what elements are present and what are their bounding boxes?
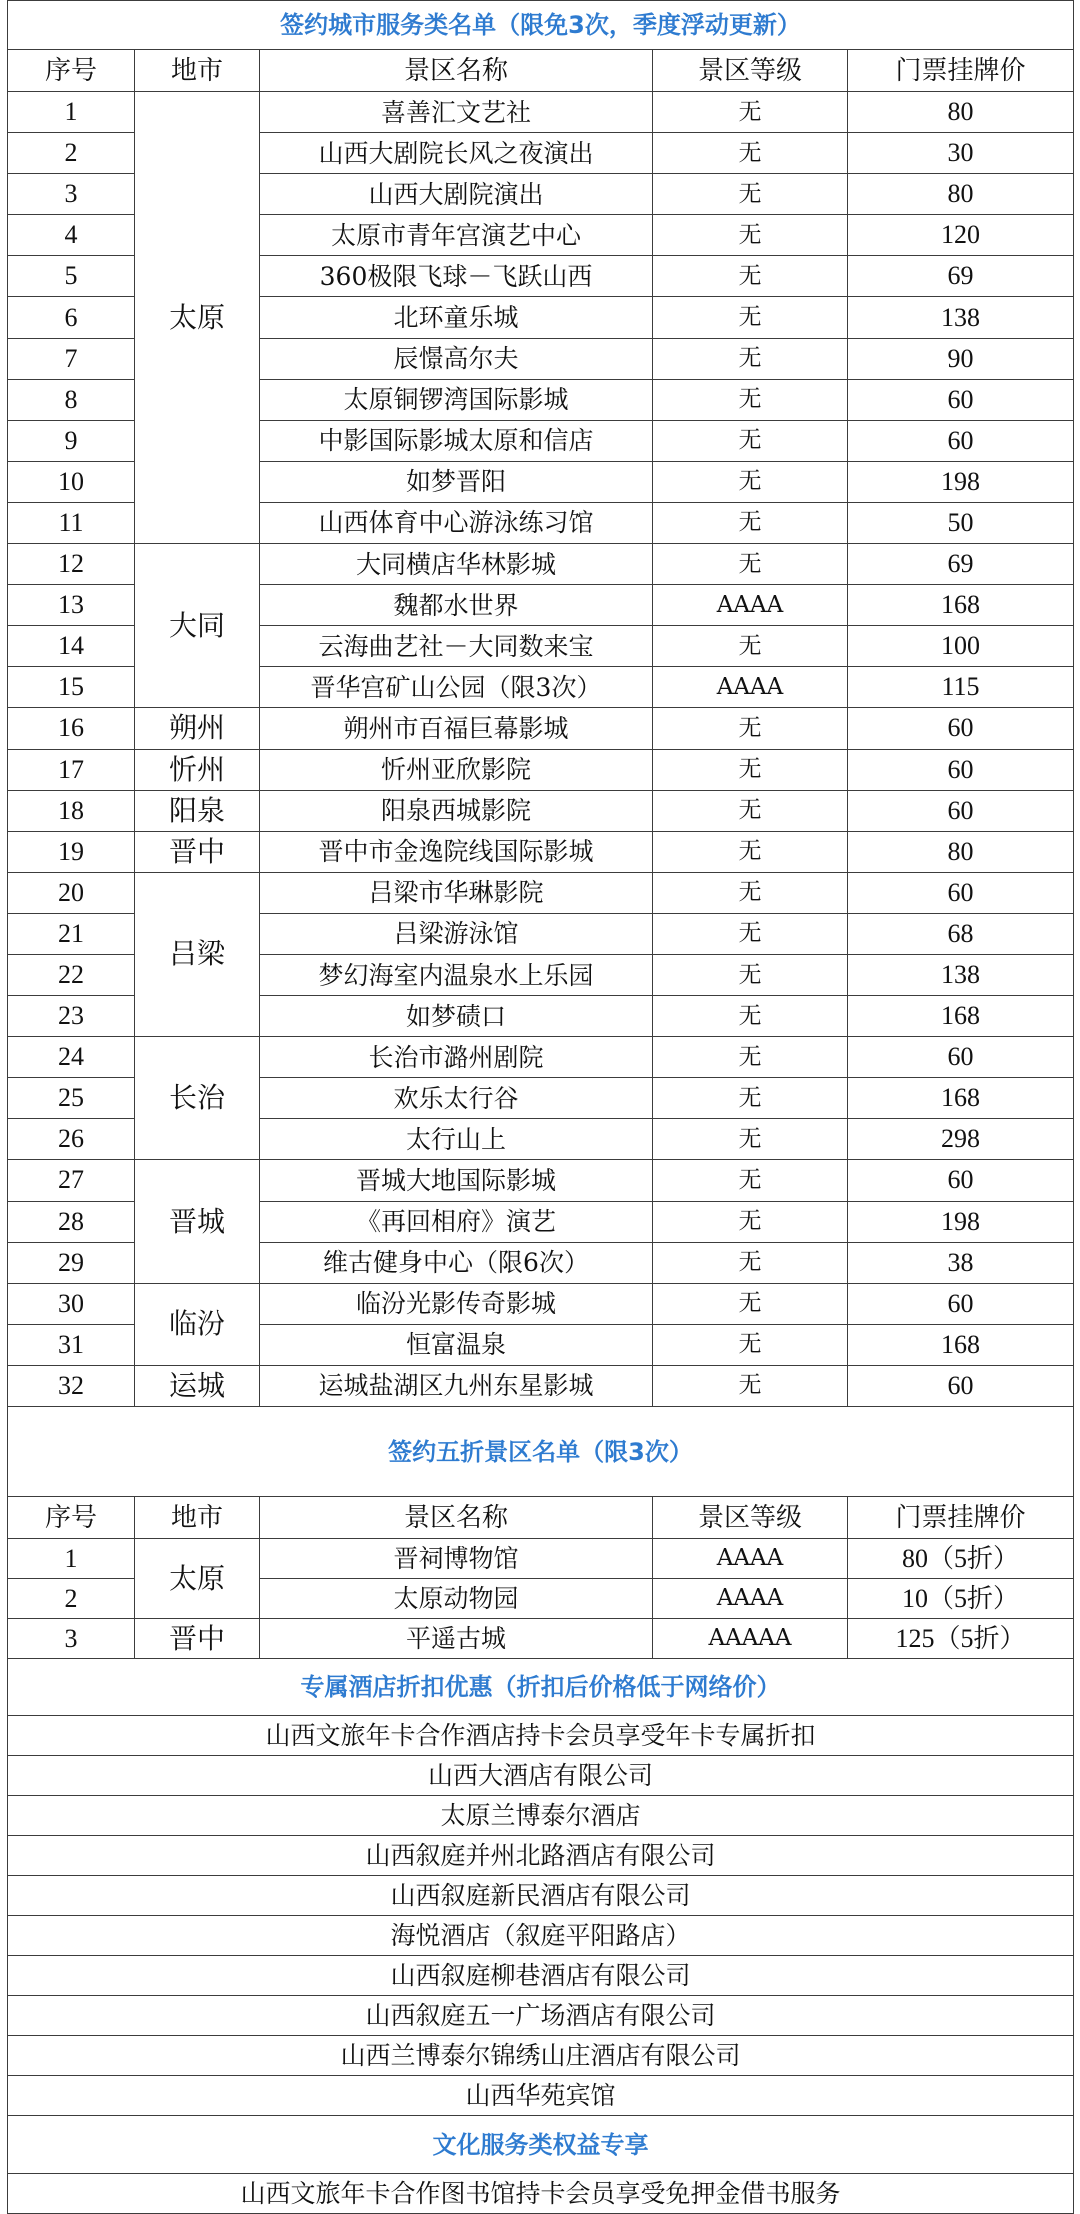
- table-row: [8, 544, 1074, 585]
- venue-name: 喜善汇文艺社: [260, 92, 653, 133]
- row-index: 11: [8, 502, 135, 543]
- city-cell: 大同: [135, 544, 260, 708]
- ticket-price: 168: [848, 996, 1074, 1037]
- table-row: [8, 872, 1074, 913]
- venue-grade: AAAA: [653, 1579, 848, 1619]
- venue-name: 晋中市金逸院线国际影城: [260, 831, 653, 872]
- benefits-table: [7, 0, 1074, 2214]
- list-row: [8, 2174, 1074, 2214]
- ticket-price: 60: [848, 790, 1074, 831]
- row-index: 2: [8, 133, 135, 174]
- venue-grade: 无: [653, 626, 848, 667]
- ticket-price: 30: [848, 133, 1074, 174]
- header-price: 门票挂牌价: [848, 50, 1074, 92]
- venue-name: 晋城大地国际影城: [260, 1160, 653, 1201]
- ticket-price: 80: [848, 831, 1074, 872]
- section2-header-row: [8, 1497, 1074, 1539]
- row-index: 24: [8, 1037, 135, 1078]
- venue-name: 梦幻海室内温泉水上乐园: [260, 954, 653, 995]
- section1-title: 签约城市服务类名单（限免3次，季度浮动更新）: [8, 1, 1074, 50]
- list-item: 山西大酒店有限公司: [8, 1756, 1074, 1796]
- venue-grade: 无: [653, 379, 848, 420]
- ticket-price: 60: [848, 1365, 1074, 1406]
- venue-grade: 无: [653, 461, 848, 502]
- ticket-price: 168: [848, 1078, 1074, 1119]
- venue-grade: AAAA: [653, 1539, 848, 1579]
- row-index: 29: [8, 1242, 135, 1283]
- row-index: 31: [8, 1324, 135, 1365]
- venue-name: 太原铜锣湾国际影城: [260, 379, 653, 420]
- section3-title-row: [8, 1659, 1074, 1716]
- venue-name: 太行山上: [260, 1119, 653, 1160]
- row-index: 9: [8, 420, 135, 461]
- row-index: 12: [8, 544, 135, 585]
- venue-grade: 无: [653, 338, 848, 379]
- venue-name: 魏都水世界: [260, 585, 653, 626]
- section2-title-row: [8, 1407, 1074, 1497]
- row-index: 22: [8, 954, 135, 995]
- city-cell: 太原: [135, 92, 260, 544]
- venue-grade: 无: [653, 1037, 848, 1078]
- header-venue-name: 景区名称: [260, 1497, 653, 1539]
- row-index: 16: [8, 708, 135, 749]
- row-index: 2: [8, 1579, 135, 1619]
- list-item: 山西叙庭新民酒店有限公司: [8, 1876, 1074, 1916]
- venue-name: 太原动物园: [260, 1579, 653, 1619]
- venue-name: 欢乐太行谷: [260, 1078, 653, 1119]
- row-index: 10: [8, 461, 135, 502]
- ticket-price: 69: [848, 544, 1074, 585]
- venue-grade: 无: [653, 749, 848, 790]
- section4-title: 文化服务类权益专享: [8, 2116, 1074, 2174]
- row-index: 3: [8, 1619, 135, 1659]
- ticket-price: 60: [848, 379, 1074, 420]
- ticket-price: 115: [848, 667, 1074, 708]
- venue-grade: 无: [653, 92, 848, 133]
- section1-header-row: [8, 50, 1074, 92]
- row-index: 18: [8, 790, 135, 831]
- ticket-price: 60: [848, 1283, 1074, 1324]
- table-row: [8, 1283, 1074, 1324]
- ticket-price: 60: [848, 1160, 1074, 1201]
- list-item: 山西叙庭五一广场酒店有限公司: [8, 1996, 1074, 2036]
- venue-grade: 无: [653, 913, 848, 954]
- benefits-sheet: [7, 0, 1073, 2214]
- section2-title: 签约五折景区名单（限3次）: [8, 1407, 1074, 1497]
- city-cell: 临汾: [135, 1283, 260, 1365]
- venue-name: 山西大剧院演出: [260, 174, 653, 215]
- venue-grade: 无: [653, 174, 848, 215]
- venue-name: 大同横店华林影城: [260, 544, 653, 585]
- list-row: [8, 1756, 1074, 1796]
- venue-grade: AAAAA: [653, 1619, 848, 1659]
- list-item: 山西叙庭柳巷酒店有限公司: [8, 1956, 1074, 1996]
- list-row: [8, 2036, 1074, 2076]
- ticket-price: 120: [848, 215, 1074, 256]
- list-item: 山西文旅年卡合作酒店持卡会员享受年卡专属折扣: [8, 1716, 1074, 1756]
- city-cell: 晋城: [135, 1160, 260, 1283]
- table-row: [8, 92, 1074, 133]
- ticket-price: 168: [848, 1324, 1074, 1365]
- venue-grade: 无: [653, 1201, 848, 1242]
- venue-grade: 无: [653, 790, 848, 831]
- venue-name: 如梦晋阳: [260, 461, 653, 502]
- list-item: 太原兰博泰尔酒店: [8, 1796, 1074, 1836]
- venue-name: 如梦碛口: [260, 996, 653, 1037]
- row-index: 23: [8, 996, 135, 1037]
- row-index: 3: [8, 174, 135, 215]
- venue-name: 《再回相府》演艺: [260, 1201, 653, 1242]
- row-index: 1: [8, 92, 135, 133]
- ticket-price: 80: [848, 174, 1074, 215]
- venue-grade: AAAA: [653, 667, 848, 708]
- city-cell: 长治: [135, 1037, 260, 1160]
- header-grade: 景区等级: [653, 50, 848, 92]
- venue-name: 晋祠博物馆: [260, 1539, 653, 1579]
- row-index: 4: [8, 215, 135, 256]
- ticket-price: 125（5折）: [848, 1619, 1074, 1659]
- row-index: 28: [8, 1201, 135, 1242]
- venue-name: 太原市青年宫演艺中心: [260, 215, 653, 256]
- table-row: [8, 749, 1074, 790]
- row-index: 19: [8, 831, 135, 872]
- section1-title-row: [8, 1, 1074, 50]
- ticket-price: 198: [848, 461, 1074, 502]
- table-row: [8, 790, 1074, 831]
- venue-grade: 无: [653, 708, 848, 749]
- venue-name: 中影国际影城太原和信店: [260, 420, 653, 461]
- venue-name: 恒富温泉: [260, 1324, 653, 1365]
- row-index: 25: [8, 1078, 135, 1119]
- venue-name: 北环童乐城: [260, 297, 653, 338]
- venue-grade: 无: [653, 544, 848, 585]
- venue-grade: AAAA: [653, 585, 848, 626]
- ticket-price: 198: [848, 1201, 1074, 1242]
- venue-name: 阳泉西城影院: [260, 790, 653, 831]
- city-cell: 吕梁: [135, 872, 260, 1036]
- ticket-price: 50: [848, 502, 1074, 543]
- venue-grade: 无: [653, 297, 848, 338]
- venue-grade: 无: [653, 831, 848, 872]
- venue-grade: 无: [653, 133, 848, 174]
- venue-name: 360极限飞球－飞跃山西: [260, 256, 653, 297]
- ticket-price: 38: [848, 1242, 1074, 1283]
- venue-name: 忻州亚欣影院: [260, 749, 653, 790]
- header-index: 序号: [8, 50, 135, 92]
- list-row: [8, 1996, 1074, 2036]
- venue-grade: 无: [653, 1119, 848, 1160]
- venue-name: 云海曲艺社－大同数来宝: [260, 626, 653, 667]
- ticket-price: 168: [848, 585, 1074, 626]
- venue-grade: 无: [653, 1365, 848, 1406]
- venue-grade: 无: [653, 954, 848, 995]
- city-cell: 太原: [135, 1539, 260, 1619]
- venue-grade: 无: [653, 420, 848, 461]
- table-row: [8, 708, 1074, 749]
- venue-grade: 无: [653, 872, 848, 913]
- table-row: [8, 831, 1074, 872]
- row-index: 13: [8, 585, 135, 626]
- row-index: 21: [8, 913, 135, 954]
- row-index: 5: [8, 256, 135, 297]
- row-index: 1: [8, 1539, 135, 1579]
- venue-name: 朔州市百福巨幕影城: [260, 708, 653, 749]
- header-grade: 景区等级: [653, 1497, 848, 1539]
- section3-title: 专属酒店折扣优惠（折扣后价格低于网络价）: [8, 1659, 1074, 1716]
- venue-name: 维古健身中心（限6次）: [260, 1242, 653, 1283]
- row-index: 27: [8, 1160, 135, 1201]
- row-index: 20: [8, 872, 135, 913]
- header-city: 地市: [135, 50, 260, 92]
- venue-name: 晋华宫矿山公园（限3次）: [260, 667, 653, 708]
- ticket-price: 68: [848, 913, 1074, 954]
- table-row: [8, 1539, 1074, 1579]
- table-row: [8, 1037, 1074, 1078]
- list-row: [8, 2076, 1074, 2116]
- ticket-price: 90: [848, 338, 1074, 379]
- venue-grade: 无: [653, 215, 848, 256]
- venue-name: 辰憬高尔夫: [260, 338, 653, 379]
- venue-name: 长治市潞州剧院: [260, 1037, 653, 1078]
- ticket-price: 10（5折）: [848, 1579, 1074, 1619]
- row-index: 26: [8, 1119, 135, 1160]
- ticket-price: 60: [848, 708, 1074, 749]
- city-cell: 阳泉: [135, 790, 260, 831]
- header-city: 地市: [135, 1497, 260, 1539]
- ticket-price: 100: [848, 626, 1074, 667]
- city-cell: 晋中: [135, 831, 260, 872]
- ticket-price: 80: [848, 92, 1074, 133]
- venue-grade: 无: [653, 1242, 848, 1283]
- venue-grade: 无: [653, 502, 848, 543]
- list-item: 山西华苑宾馆: [8, 2076, 1074, 2116]
- venue-name: 临汾光影传奇影城: [260, 1283, 653, 1324]
- list-row: [8, 1836, 1074, 1876]
- ticket-price: 69: [848, 256, 1074, 297]
- list-item: 山西文旅年卡合作图书馆持卡会员享受免押金借书服务: [8, 2174, 1074, 2214]
- list-item: 山西叙庭并州北路酒店有限公司: [8, 1836, 1074, 1876]
- row-index: 6: [8, 297, 135, 338]
- venue-grade: 无: [653, 256, 848, 297]
- row-index: 17: [8, 749, 135, 790]
- venue-grade: 无: [653, 996, 848, 1037]
- city-cell: 晋中: [135, 1619, 260, 1659]
- ticket-price: 138: [848, 954, 1074, 995]
- row-index: 8: [8, 379, 135, 420]
- table-row: [8, 1160, 1074, 1201]
- table-row: [8, 1619, 1074, 1659]
- list-row: [8, 1956, 1074, 1996]
- header-index: 序号: [8, 1497, 135, 1539]
- row-index: 32: [8, 1365, 135, 1406]
- list-row: [8, 1796, 1074, 1836]
- row-index: 30: [8, 1283, 135, 1324]
- city-cell: 朔州: [135, 708, 260, 749]
- venue-grade: 无: [653, 1283, 848, 1324]
- list-item: 海悦酒店（叙庭平阳路店）: [8, 1916, 1074, 1956]
- venue-grade: 无: [653, 1078, 848, 1119]
- ticket-price: 138: [848, 297, 1074, 338]
- city-cell: 忻州: [135, 749, 260, 790]
- ticket-price: 60: [848, 749, 1074, 790]
- list-row: [8, 1876, 1074, 1916]
- venue-grade: 无: [653, 1324, 848, 1365]
- ticket-price: 60: [848, 1037, 1074, 1078]
- header-venue-name: 景区名称: [260, 50, 653, 92]
- list-item: 山西兰博泰尔锦绣山庄酒店有限公司: [8, 2036, 1074, 2076]
- venue-name: 山西大剧院长风之夜演出: [260, 133, 653, 174]
- ticket-price: 60: [848, 420, 1074, 461]
- table-row: [8, 1365, 1074, 1406]
- city-cell: 运城: [135, 1365, 260, 1406]
- row-index: 15: [8, 667, 135, 708]
- venue-grade: 无: [653, 1160, 848, 1201]
- venue-name: 吕梁市华琳影院: [260, 872, 653, 913]
- row-index: 14: [8, 626, 135, 667]
- venue-name: 吕梁游泳馆: [260, 913, 653, 954]
- section4-title-row: [8, 2116, 1074, 2174]
- venue-name: 平遥古城: [260, 1619, 653, 1659]
- list-row: [8, 1716, 1074, 1756]
- ticket-price: 80（5折）: [848, 1539, 1074, 1579]
- ticket-price: 60: [848, 872, 1074, 913]
- list-row: [8, 1916, 1074, 1956]
- row-index: 7: [8, 338, 135, 379]
- ticket-price: 298: [848, 1119, 1074, 1160]
- venue-name: 山西体育中心游泳练习馆: [260, 502, 653, 543]
- header-price: 门票挂牌价: [848, 1497, 1074, 1539]
- venue-name: 运城盐湖区九州东星影城: [260, 1365, 653, 1406]
